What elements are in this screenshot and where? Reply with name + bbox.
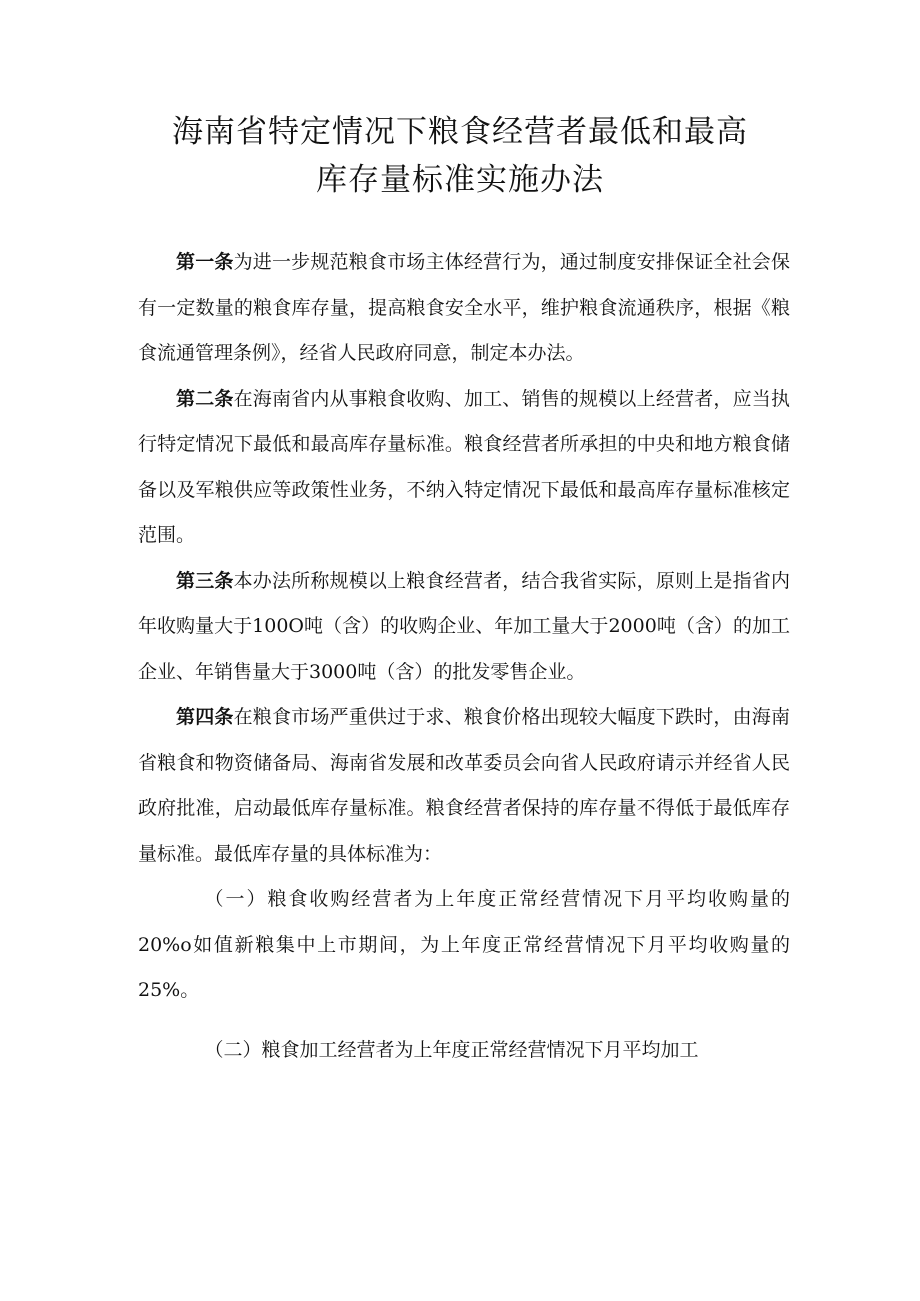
paragraph-gap [138, 1014, 790, 1028]
article-3 [138, 559, 790, 696]
document-body [138, 240, 790, 1073]
article-4 [138, 695, 790, 877]
article-text: 为进一步规范粮食市场主体经营行为，通过制度安排保证全社会保有一定数量的粮食库存量，提高粮食安全水平，维护粮食流通秩序，根据《粮食流通管理条例》，经省人民政府同意，制定本办法。 [138, 251, 790, 364]
article-text: 本办法所称规模以上粮食经营者，结合我省实际，原则上是指省内年收购量大于100O吨（含）的收购企业、年加工量大于2000吨（含）的加工企业、年销售量大于3000吨（含）的批发零售企业。 [138, 569, 790, 683]
article-label: 第三条 [176, 569, 234, 592]
article-label: 第二条 [176, 387, 234, 410]
document-title [0, 108, 920, 204]
article-2 [138, 377, 790, 559]
article-text: 在粮食市场严重供过于求、粮食价格出现较大幅度下跌时，由海南省粮食和物资储备局、海南省发展和改革委员会向省人民政府请示并经省人民政府批准，启动最低库存量标准。粮食经营者保持的库存量不得低于最低库存量标准。最低库存量的具体标准为： [138, 706, 790, 865]
list-item-2: （二）粮食加工经营者为上年度正常经营情况下月平均加工 [204, 1038, 699, 1061]
list-item-1: （一）粮食收购经营者为上年度正常经营情况下月平均收购量的20%o如值新粮集中上市期间，为上年度正常经营情况下月平均收购量的25%。 [138, 888, 790, 1001]
article-label: 第一条 [176, 251, 234, 273]
article-label: 第四条 [176, 706, 234, 728]
article-text: 在海南省内从事粮食收购、加工、销售的规模以上经营者，应当执行特定情况下最低和最高库存量标准。粮食经营者所承担的中央和地方粮食储备以及军粮供应等政策性业务，不纳入特定情况下最低和最高库存量标准核定范围。 [138, 387, 790, 546]
article-1 [138, 240, 790, 377]
title-line-1: 海南省特定情况下粮食经营者最低和最高 [172, 114, 748, 150]
title-line-2: 库存量标准实施办法 [316, 162, 604, 198]
